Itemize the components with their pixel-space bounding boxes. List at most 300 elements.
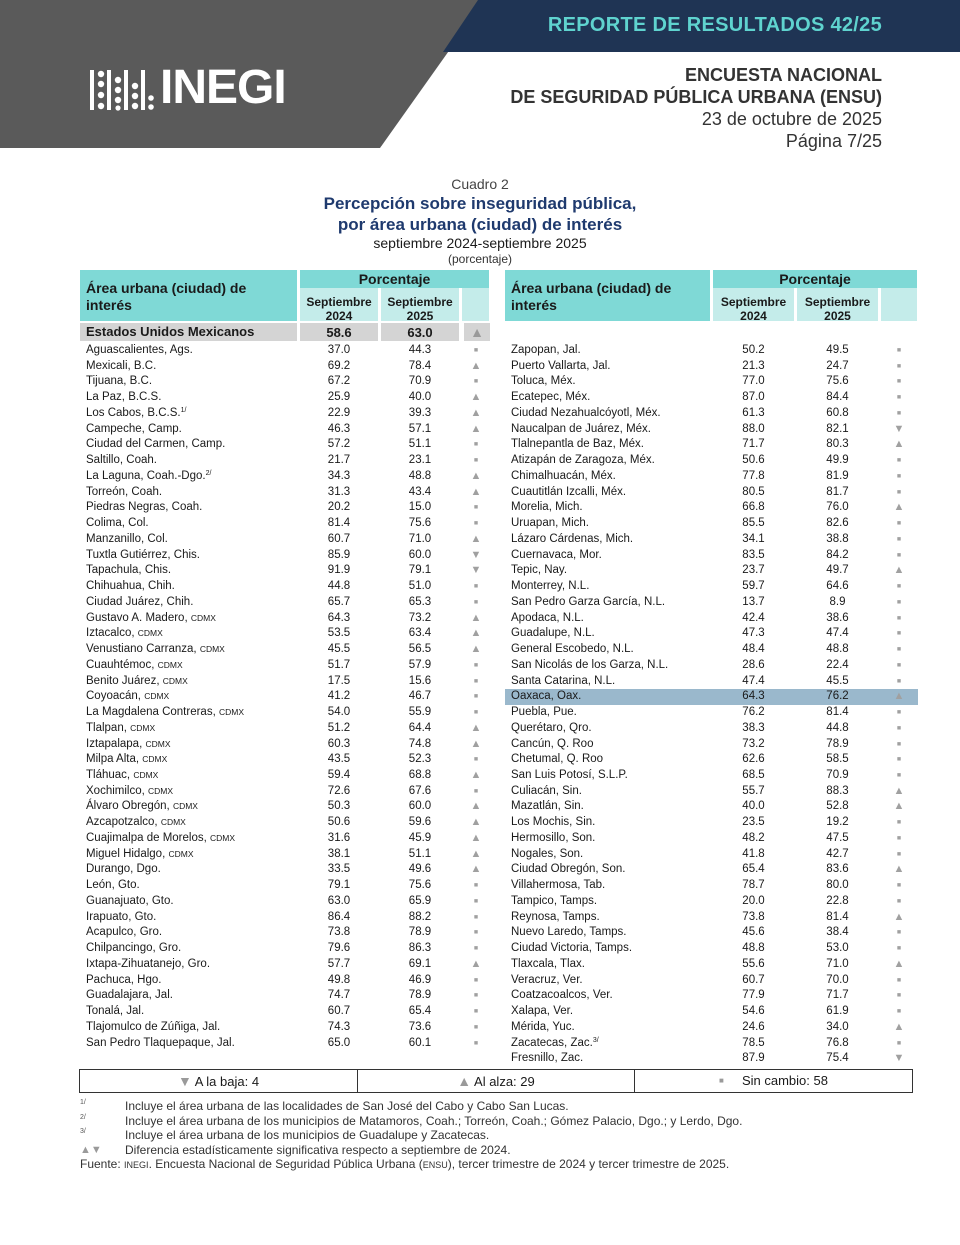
value-2025: 38.8 xyxy=(826,532,849,545)
area-name-text: Mérida, Yuc. xyxy=(511,1020,575,1033)
table-number: Cuadro 2 xyxy=(451,176,509,192)
area-name-text: Milpa Alta, xyxy=(86,753,140,766)
table-row xyxy=(505,878,918,894)
value-2025: 42.7 xyxy=(826,847,849,860)
area-name xyxy=(86,595,193,611)
value-2024: 45.5 xyxy=(327,643,351,656)
area-name-text: Iztapalapa, xyxy=(86,737,143,750)
value-2025: 46.7 xyxy=(408,690,432,703)
header-area-right: Área urbana (ciudad) de interés xyxy=(505,270,710,321)
header-indicator-left xyxy=(462,288,489,321)
area-name-text: Colima, Col. xyxy=(86,517,149,530)
area-name-text: San Pedro Tlaquepaque, Jal. xyxy=(86,1036,235,1049)
area-name-text: Torreón, Coah. xyxy=(86,485,163,498)
value-2025: 78.9 xyxy=(408,989,432,1002)
square-dot-icon: ■ xyxy=(896,646,902,654)
value-2024: 22.9 xyxy=(327,406,351,419)
table-row xyxy=(505,626,918,642)
table-row xyxy=(505,1020,918,1036)
area-name-text: San Nicolás de los Garza, N.L. xyxy=(511,658,669,671)
value-2024: 41.2 xyxy=(327,690,351,703)
triangle-up-icon: ▲ xyxy=(470,422,482,435)
value-2024: 42.4 xyxy=(742,611,765,624)
square-dot-icon: ■ xyxy=(896,756,902,764)
triangle-up-icon: ▲ xyxy=(470,627,482,640)
value-2024: 34.1 xyxy=(742,532,765,545)
area-name-text: Los Cabos, B.C.S. xyxy=(86,406,181,419)
square-dot-icon: ■ xyxy=(896,677,902,685)
value-2024: 50.3 xyxy=(327,800,351,813)
value-2024: 87.0 xyxy=(742,391,765,404)
square-dot-icon: ■ xyxy=(896,976,902,984)
area-name xyxy=(86,1004,144,1020)
value-2024: 48.4 xyxy=(742,643,765,656)
table-row xyxy=(80,359,490,375)
table-row xyxy=(505,831,918,847)
value-2024: 63.0 xyxy=(327,894,351,907)
table-row xyxy=(505,705,918,721)
table-row xyxy=(80,815,490,831)
square-dot-icon: ■ xyxy=(896,897,902,905)
value-2025: 48.8 xyxy=(408,469,432,482)
table-row xyxy=(505,988,918,1004)
table-row xyxy=(80,532,490,548)
value-2025: 49.9 xyxy=(826,454,849,467)
value-2024: 60.7 xyxy=(742,973,765,986)
area-name-text: Ixtapa-Zihuatanejo, Gro. xyxy=(86,957,211,970)
area-name-text: Oaxaca, Oax. xyxy=(511,690,582,703)
significance-arrows-icon: ▲▼ xyxy=(80,1143,102,1156)
value-2024: 77.0 xyxy=(742,375,765,388)
area-name xyxy=(511,862,625,878)
area-name-text: La Magdalena Contreras, xyxy=(86,706,216,719)
table-row xyxy=(505,595,918,611)
footnote-text: Incluye el área urbana de los municipios de Matamoros, Coah.; Torreón, Coah.; Gómez Palacio, Dgo.; y Lerdo, Dgo. xyxy=(125,1113,743,1128)
value-2025: 82.6 xyxy=(826,517,849,530)
area-name-text: Pachuca, Hgo. xyxy=(86,973,162,986)
area-name-suffix: CDMX xyxy=(157,659,183,670)
table-row xyxy=(80,406,490,422)
value-2024: 23.5 xyxy=(742,816,765,829)
area-name xyxy=(86,437,225,453)
area-name xyxy=(511,359,611,375)
table-row xyxy=(80,941,490,957)
square-dot-icon: ■ xyxy=(473,520,479,528)
value-2025: 81.9 xyxy=(826,469,849,482)
square-dot-icon: ■ xyxy=(473,709,479,717)
value-2024: 60.7 xyxy=(327,532,351,545)
table-row xyxy=(505,563,918,579)
triangle-up-icon: ▲ xyxy=(470,469,482,482)
table-row xyxy=(80,658,490,674)
triangle-up-icon: ▲ xyxy=(893,564,905,577)
table-row xyxy=(505,799,918,815)
area-name xyxy=(511,374,576,390)
value-2025: 81.7 xyxy=(826,485,849,498)
square-dot-icon: ■ xyxy=(473,457,479,465)
footnote-text: Diferencia estadísticamente significativa respecto a septiembre de 2024. xyxy=(125,1142,511,1157)
table-row xyxy=(505,1036,918,1052)
header-col-2025-right: Septiembre 2025 xyxy=(797,288,878,321)
area-name xyxy=(511,532,633,548)
triangle-up-icon: ▲ xyxy=(470,643,482,656)
area-name-text: Azcapotzalco, xyxy=(86,816,158,829)
value-2025: 69.1 xyxy=(408,957,432,970)
area-name-text: General Escobedo, N.L. xyxy=(511,643,634,656)
value-2024: 87.9 xyxy=(742,1052,765,1065)
area-name-text: Morelia, Mich. xyxy=(511,501,583,514)
survey-info xyxy=(510,64,882,152)
value-2024: 76.2 xyxy=(742,706,765,719)
footnote-mark: 1/ xyxy=(80,1099,86,1106)
table-row xyxy=(80,579,490,595)
area-name xyxy=(511,910,600,926)
area-name xyxy=(511,406,661,422)
value-2024: 38.1 xyxy=(327,847,351,860)
square-dot-icon: ■ xyxy=(896,1008,902,1016)
table-row xyxy=(80,705,490,721)
value-2024: 43.5 xyxy=(327,753,351,766)
table-row xyxy=(505,815,918,831)
square-dot-icon: ■ xyxy=(896,394,902,402)
value-2025: 49.6 xyxy=(408,863,432,876)
value-2025: 84.4 xyxy=(826,391,849,404)
square-dot-icon: ■ xyxy=(473,347,479,354)
area-name xyxy=(511,689,581,705)
table-row xyxy=(505,752,918,768)
square-dot-icon: ■ xyxy=(896,409,902,417)
value-2024: 61.3 xyxy=(742,406,765,419)
table-row xyxy=(80,768,490,784)
table-row xyxy=(505,611,918,627)
table-row xyxy=(80,957,490,973)
square-dot-icon: ■ xyxy=(896,1039,902,1047)
area-name xyxy=(511,831,595,847)
square-dot-icon: ■ xyxy=(896,740,902,748)
area-name-text: Venustiano Carranza, xyxy=(86,643,197,656)
area-name-suffix: CDMX xyxy=(218,707,245,718)
area-name-text: Ciudad Victoria, Tamps. xyxy=(511,942,633,955)
square-dot-icon: ■ xyxy=(473,661,479,669)
table-row xyxy=(505,768,918,784)
header-indicator-right xyxy=(881,288,917,321)
area-name-text: Lázaro Cárdenas, Mich. xyxy=(511,532,634,545)
area-name-text: Zacatecas, Zac. xyxy=(511,1036,593,1049)
area-name xyxy=(86,988,173,1004)
area-name-text: Tláhuac, xyxy=(86,768,131,781)
value-2024: 67.2 xyxy=(327,375,351,388)
footnote-mark: 2/ xyxy=(80,1113,86,1121)
value-2025: 88.3 xyxy=(826,784,849,797)
value-2024: 28.6 xyxy=(742,658,765,671)
national-value-2025: 63.0 xyxy=(381,323,459,341)
value-2025: 53.0 xyxy=(826,942,849,955)
area-name xyxy=(86,469,211,485)
table-row xyxy=(80,847,490,863)
area-name-suffix: CDMX xyxy=(133,769,159,780)
area-name-suffix: CDMX xyxy=(190,612,216,623)
area-name-text: Guadalajara, Jal. xyxy=(86,989,173,1002)
area-name xyxy=(86,359,156,375)
area-name xyxy=(86,1020,220,1036)
header-col-2024-left: Septiembre 2024 xyxy=(300,288,378,321)
value-2025: 64.6 xyxy=(826,580,849,593)
area-name xyxy=(86,784,173,800)
value-2025: 70.9 xyxy=(408,375,432,388)
value-2025: 49.5 xyxy=(826,344,849,356)
square-dot-icon: ■ xyxy=(719,1076,724,1085)
triangle-down-icon: ▼ xyxy=(470,548,482,561)
square-dot-icon: ■ xyxy=(473,693,479,701)
area-name xyxy=(511,1020,575,1036)
value-2025: 45.5 xyxy=(826,674,849,687)
area-name-text: Tlalnepantla de Baz, Méx. xyxy=(511,438,644,451)
area-name-suffix: CDMX xyxy=(210,832,236,843)
area-name-text: Ciudad Nezahualcóyotl, Méx. xyxy=(511,406,661,419)
table-row xyxy=(505,1051,918,1067)
area-name-suffix: CDMX xyxy=(199,644,225,655)
area-name xyxy=(86,611,216,627)
triangle-up-icon: ▲ xyxy=(470,611,482,624)
area-name xyxy=(511,437,644,453)
table-row xyxy=(505,1004,918,1020)
table-row xyxy=(80,611,490,627)
value-2024: 64.3 xyxy=(327,611,351,624)
square-dot-icon: ■ xyxy=(473,976,479,984)
area-name-text: La Paz, B.C.S. xyxy=(86,391,162,404)
value-2025: 80.3 xyxy=(826,438,849,451)
value-2024: 74.3 xyxy=(327,1020,351,1033)
square-dot-icon: ■ xyxy=(896,850,902,858)
value-2025: 70.0 xyxy=(826,973,849,986)
area-name-text: Ciudad Obregón, Son. xyxy=(511,863,626,876)
square-dot-icon: ■ xyxy=(473,913,479,921)
legend-unchanged xyxy=(635,1070,912,1092)
value-2025: 68.8 xyxy=(408,768,432,781)
triangle-up-icon: ▲ xyxy=(470,800,482,813)
area-name xyxy=(86,532,168,548)
value-2025: 88.2 xyxy=(408,910,432,923)
triangle-up-icon: ▲ xyxy=(464,323,490,341)
area-name-text: Chihuahua, Chih. xyxy=(86,580,175,593)
area-name-text: Puerto Vallarta, Jal. xyxy=(511,359,611,372)
area-name-text: Ciudad Juárez, Chih. xyxy=(86,595,194,608)
value-2025: 76.8 xyxy=(826,1036,849,1049)
area-name-text: Apodaca, N.L. xyxy=(511,611,584,624)
header-percent-left: Porcentaje xyxy=(300,270,489,288)
area-name xyxy=(86,500,202,516)
value-2025: 38.4 xyxy=(826,926,849,939)
area-name-text: Naucalpan de Juárez, Méx. xyxy=(511,422,651,435)
area-name-text: Monterrey, N.L. xyxy=(511,580,590,593)
area-name-text: Cuauhtémoc, xyxy=(86,658,155,671)
header-col-2025-left: Septiembre 2025 xyxy=(381,288,459,321)
inegi-logo xyxy=(90,61,300,114)
value-2024: 74.7 xyxy=(327,989,351,1002)
square-dot-icon: ■ xyxy=(473,945,479,953)
value-2025: 74.8 xyxy=(408,737,432,750)
value-2024: 51.7 xyxy=(327,658,351,671)
area-name-text: Zapopan, Jal. xyxy=(511,344,581,356)
table-row xyxy=(80,878,490,894)
value-2025: 75.6 xyxy=(826,375,849,388)
value-2025: 22.4 xyxy=(826,658,849,671)
table-row xyxy=(80,1036,490,1052)
table-unit: (porcentaje) xyxy=(447,252,513,266)
table-row xyxy=(505,516,918,532)
area-name-suffix: CDMX xyxy=(145,738,171,749)
square-dot-icon: ■ xyxy=(896,347,902,354)
value-2025: 45.9 xyxy=(408,831,432,844)
table-row xyxy=(505,910,918,926)
value-2025: 19.2 xyxy=(826,816,849,829)
page-number: Página 7/25 xyxy=(785,131,882,151)
area-name xyxy=(86,548,200,564)
value-2025: 24.7 xyxy=(826,359,849,372)
triangle-down-icon: ▼ xyxy=(893,422,905,435)
footnote-text: Incluye el área urbana de los municipios de Guadalupe y Zacatecas. xyxy=(125,1128,490,1143)
square-dot-icon: ■ xyxy=(473,882,479,890)
value-2024: 40.0 xyxy=(742,800,765,813)
area-name xyxy=(511,721,592,737)
area-name-text: Coyoacán, xyxy=(86,690,141,703)
footnote xyxy=(80,1143,900,1158)
area-name xyxy=(511,1004,573,1020)
value-2025: 83.6 xyxy=(826,863,849,876)
triangle-up-icon: ▲ xyxy=(893,501,905,514)
area-name-text: Guanajuato, Gto. xyxy=(86,894,174,907)
value-2025: 43.4 xyxy=(408,485,432,498)
value-2025: 75.4 xyxy=(826,1052,849,1065)
area-name xyxy=(511,768,628,784)
triangle-up-icon: ▲ xyxy=(893,910,905,923)
square-dot-icon: ■ xyxy=(473,1039,479,1047)
value-2024: 80.5 xyxy=(742,485,765,498)
square-dot-icon: ■ xyxy=(473,756,479,764)
value-2025: 44.8 xyxy=(826,721,849,734)
header-percent-right: Porcentaje xyxy=(713,270,917,288)
value-2024: 55.7 xyxy=(742,784,765,797)
value-2024: 78.7 xyxy=(742,879,765,892)
value-2024: 60.7 xyxy=(327,1005,351,1018)
area-name xyxy=(511,847,583,863)
value-2024: 68.5 xyxy=(742,768,765,781)
value-2025: 48.8 xyxy=(826,643,849,656)
value-2025: 55.9 xyxy=(408,706,432,719)
table-row xyxy=(80,563,490,579)
square-dot-icon: ■ xyxy=(896,630,902,638)
area-name xyxy=(511,988,613,1004)
table-row xyxy=(505,406,918,422)
area-name-text: Hermosillo, Son. xyxy=(511,831,596,844)
square-dot-icon: ■ xyxy=(473,441,479,449)
area-name-text: Xalapa, Ver. xyxy=(511,1005,574,1018)
right-table-body xyxy=(505,343,918,1069)
footnote-mark: 3/ xyxy=(80,1128,86,1136)
value-2024: 45.6 xyxy=(742,926,765,939)
table-row xyxy=(505,453,918,469)
area-name xyxy=(511,548,602,564)
value-2024: 62.6 xyxy=(742,753,765,766)
table-row xyxy=(505,957,918,973)
area-name-text: Tapachula, Chis. xyxy=(86,564,172,577)
area-name xyxy=(86,343,193,359)
area-name xyxy=(511,674,615,690)
area-name xyxy=(511,705,577,721)
square-dot-icon: ■ xyxy=(896,520,902,528)
value-2024: 77.8 xyxy=(742,469,765,482)
table-row xyxy=(80,721,490,737)
table-row xyxy=(80,500,490,516)
square-dot-icon: ■ xyxy=(896,472,902,480)
square-dot-icon: ■ xyxy=(896,945,902,953)
area-name xyxy=(86,485,162,501)
area-name-text: Querétaro, Qro. xyxy=(511,721,592,734)
table-row xyxy=(80,862,490,878)
area-name xyxy=(86,831,235,847)
footnote xyxy=(80,1099,900,1114)
table-row xyxy=(80,516,490,532)
area-name xyxy=(511,878,605,894)
value-2025: 76.0 xyxy=(826,501,849,514)
value-2025: 40.0 xyxy=(408,391,432,404)
inegi-logo-text: INEGI xyxy=(160,61,286,114)
area-name-suffix: CDMX xyxy=(172,801,198,812)
area-name-text: Tampico, Tamps. xyxy=(511,894,598,907)
square-dot-icon: ■ xyxy=(473,677,479,685)
table-row xyxy=(80,799,490,815)
source-text-b: ), tercer trimestre de 2024 y tercer trimestre de 2025. xyxy=(447,1157,730,1172)
table-row xyxy=(80,642,490,658)
table-row xyxy=(80,1004,490,1020)
value-2025: 61.9 xyxy=(826,1005,849,1018)
value-2024: 31.3 xyxy=(327,485,351,498)
square-dot-icon: ■ xyxy=(896,724,902,732)
value-2024: 57.7 xyxy=(327,957,351,970)
value-2024: 64.3 xyxy=(742,690,765,703)
square-dot-icon: ■ xyxy=(896,882,902,890)
table-row xyxy=(505,973,918,989)
square-dot-icon: ■ xyxy=(896,661,902,669)
area-name-text: Cancún, Q. Roo xyxy=(511,737,594,750)
square-dot-icon: ■ xyxy=(896,771,902,779)
area-name-text: San Pedro Garza García, N.L. xyxy=(511,595,666,608)
triangle-up-icon: ▲ xyxy=(893,863,905,876)
table-row xyxy=(505,721,918,737)
area-name xyxy=(511,343,581,359)
value-2025: 80.0 xyxy=(826,879,849,892)
value-2024: 48.8 xyxy=(742,942,765,955)
square-dot-icon: ■ xyxy=(473,598,479,606)
area-name-suffix: CDMX xyxy=(142,754,168,765)
area-name-text: Nuevo Laredo, Tamps. xyxy=(511,926,627,939)
table-row xyxy=(505,437,918,453)
square-dot-icon: ■ xyxy=(473,897,479,905)
area-name-text: Fresnillo, Zac. xyxy=(511,1052,584,1065)
square-dot-icon: ■ xyxy=(896,378,902,386)
triangle-up-icon: ▲ xyxy=(470,359,482,372)
area-name xyxy=(86,1036,235,1052)
value-2024: 73.8 xyxy=(327,926,351,939)
value-2025: 15.0 xyxy=(408,501,432,514)
value-2025: 71.0 xyxy=(408,532,432,545)
survey-name-line1: ENCUESTA NACIONAL xyxy=(685,65,882,85)
triangle-up-icon: ▲ xyxy=(470,406,482,419)
square-dot-icon: ■ xyxy=(473,504,479,512)
value-2024: 23.7 xyxy=(742,564,765,577)
area-name xyxy=(511,737,593,753)
table-row xyxy=(80,374,490,390)
